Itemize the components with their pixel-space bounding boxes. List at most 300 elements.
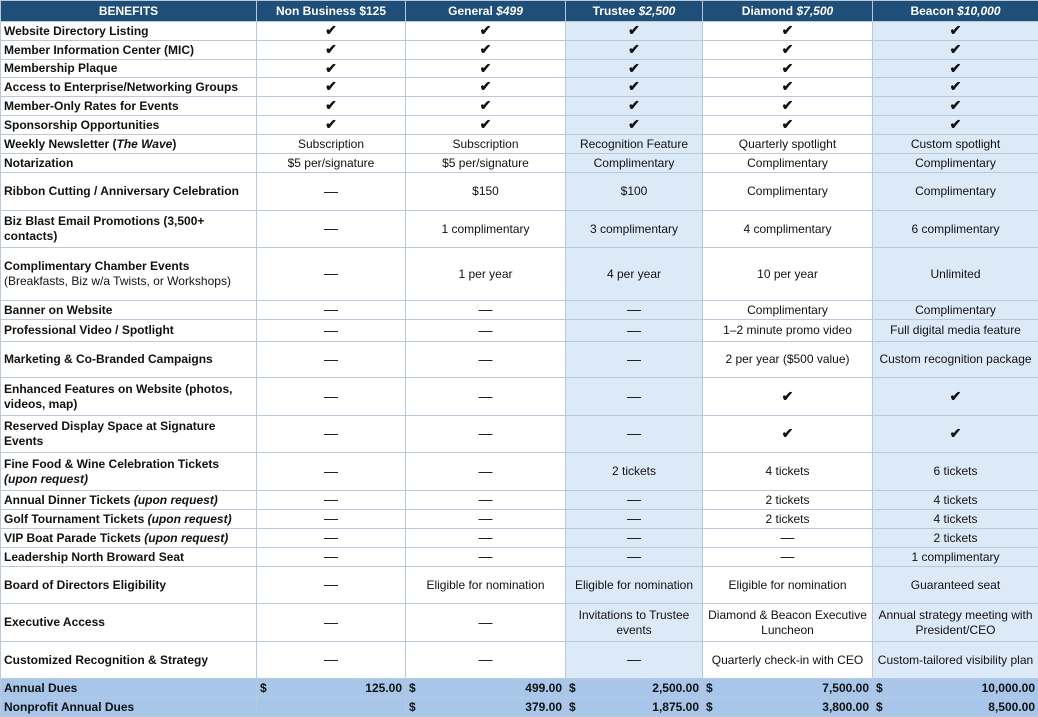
- not-included-dash: [406, 378, 566, 416]
- benefit-row: [1, 97, 1038, 116]
- checkmark-icon-glyph: ✔: [325, 41, 337, 57]
- dash-glyph: —: [627, 510, 641, 526]
- not-included-dash: [257, 173, 406, 211]
- tier-general-value: Subscription: [406, 135, 566, 154]
- dues-beacon: [873, 698, 1038, 717]
- benefit-label-emphasis: The Wave: [117, 137, 173, 151]
- currency-symbol: $: [569, 700, 576, 715]
- benefit-label: [1, 548, 257, 567]
- checkmark-icon: [257, 22, 406, 41]
- benefit-label: [1, 642, 257, 679]
- dash-glyph: —: [324, 491, 338, 507]
- not-included-dash: [406, 320, 566, 342]
- tier-beacon-value: 6 complimentary: [873, 211, 1038, 248]
- tier-trustee-value: Complimentary: [566, 154, 703, 173]
- checkmark-icon-glyph: ✔: [950, 60, 962, 76]
- dash-glyph: —: [324, 529, 338, 545]
- benefit-label-text: Professional Video / Spotlight: [4, 323, 174, 337]
- benefit-label-emphasis: (upon request): [148, 512, 232, 526]
- tier-trustee-value: Eligible for nomination: [566, 567, 703, 604]
- benefit-row: [1, 211, 1038, 248]
- benefit-row: [1, 642, 1038, 679]
- dash-glyph: —: [324, 265, 338, 281]
- dues-diamond: [703, 698, 873, 717]
- benefit-label-text: Notarization: [4, 156, 73, 170]
- dash-glyph: —: [324, 548, 338, 564]
- not-included-dash: [703, 529, 873, 548]
- dash-glyph: —: [781, 529, 795, 545]
- not-included-dash: [257, 642, 406, 679]
- dash-glyph: —: [479, 301, 493, 317]
- checkmark-icon: [703, 378, 873, 416]
- not-included-dash: [566, 491, 703, 510]
- checkmark-icon: [406, 116, 566, 135]
- benefit-label: [1, 342, 257, 378]
- checkmark-icon-glyph: ✔: [325, 116, 337, 132]
- dash-glyph: —: [324, 351, 338, 367]
- dues-amount: 499.00: [525, 681, 562, 696]
- benefit-row: [1, 22, 1038, 41]
- dash-glyph: —: [627, 388, 641, 404]
- dues-non-business: [257, 679, 406, 698]
- not-included-dash: [257, 320, 406, 342]
- benefit-label-text: Ribbon Cutting / Anniversary Celebration: [4, 184, 239, 198]
- dues-trustee: [566, 698, 703, 717]
- benefit-label-emphasis: (upon request): [134, 493, 218, 507]
- benefit-label: [1, 41, 257, 60]
- benefit-label: [1, 453, 257, 491]
- not-included-dash: [566, 320, 703, 342]
- checkmark-icon-glyph: ✔: [628, 22, 640, 38]
- tier-beacon-value: 2 tickets: [873, 529, 1038, 548]
- currency-symbol: $: [409, 681, 416, 696]
- tier-diamond-value: Eligible for nomination: [703, 567, 873, 604]
- checkmark-icon: [566, 41, 703, 60]
- benefit-row: [1, 567, 1038, 604]
- benefit-label-text: Member Information Center (MIC): [4, 43, 194, 57]
- benefit-label: [1, 116, 257, 135]
- tier-beacon-value: 4 tickets: [873, 491, 1038, 510]
- benefit-row: [1, 453, 1038, 491]
- benefit-label-text: VIP Boat Parade Tickets: [4, 531, 144, 545]
- checkmark-icon-glyph: ✔: [480, 22, 492, 38]
- checkmark-icon: [703, 78, 873, 97]
- not-included-dash: [257, 604, 406, 642]
- benefit-label-text: Access to Enterprise/Networking Groups: [4, 80, 238, 94]
- dues-label: Annual Dues: [1, 679, 257, 698]
- checkmark-icon: [406, 60, 566, 78]
- checkmark-icon: [566, 60, 703, 78]
- benefit-row: [1, 510, 1038, 529]
- benefit-label: [1, 60, 257, 78]
- benefit-label: [1, 211, 257, 248]
- currency-symbol: $: [260, 681, 267, 696]
- not-included-dash: [406, 301, 566, 320]
- dash-glyph: —: [324, 425, 338, 441]
- checkmark-icon: [703, 97, 873, 116]
- checkmark-icon: [566, 78, 703, 97]
- dash-glyph: —: [479, 425, 493, 441]
- benefit-label: [1, 97, 257, 116]
- benefit-row: [1, 154, 1038, 173]
- checkmark-icon: [257, 116, 406, 135]
- dash-glyph: —: [324, 322, 338, 338]
- benefit-label: [1, 378, 257, 416]
- dash-glyph: —: [479, 463, 493, 479]
- not-included-dash: [257, 453, 406, 491]
- tier-trustee-value: Invitations to Trustee events: [566, 604, 703, 642]
- checkmark-icon-glyph: ✔: [782, 41, 794, 57]
- dues-amount: 125.00: [365, 681, 402, 696]
- benefit-label: [1, 510, 257, 529]
- benefit-label-text: Sponsorship Opportunities: [4, 118, 159, 132]
- checkmark-icon-glyph: ✔: [950, 41, 962, 57]
- dues-amount: 3,800.00: [822, 700, 869, 715]
- benefit-row: [1, 248, 1038, 301]
- dash-glyph: —: [627, 322, 641, 338]
- not-included-dash: [406, 529, 566, 548]
- tier-trustee-value: Recognition Feature: [566, 135, 703, 154]
- tier-header-non-business: Non Business $125: [257, 1, 406, 22]
- checkmark-icon-glyph: ✔: [950, 425, 962, 441]
- not-included-dash: [566, 642, 703, 679]
- benefit-row: [1, 301, 1038, 320]
- not-included-dash: [406, 416, 566, 453]
- not-included-dash: [406, 491, 566, 510]
- checkmark-icon: [873, 378, 1038, 416]
- dash-glyph: —: [324, 576, 338, 592]
- not-included-dash: [566, 510, 703, 529]
- benefit-label-text: Leadership North Broward Seat: [4, 550, 184, 564]
- tier-diamond-value: 2 tickets: [703, 510, 873, 529]
- tier-beacon-value: Complimentary: [873, 154, 1038, 173]
- dash-glyph: —: [479, 322, 493, 338]
- not-included-dash: [257, 491, 406, 510]
- checkmark-icon: [257, 41, 406, 60]
- not-included-dash: [566, 416, 703, 453]
- dash-glyph: —: [324, 183, 338, 199]
- checkmark-icon: [703, 116, 873, 135]
- tier-diamond-value: 1–2 minute promo video: [703, 320, 873, 342]
- benefit-label: [1, 78, 257, 97]
- checkmark-icon-glyph: ✔: [628, 60, 640, 76]
- not-included-dash: [257, 378, 406, 416]
- tier-diamond-value: Quarterly spotlight: [703, 135, 873, 154]
- tier-general-value: 1 complimentary: [406, 211, 566, 248]
- checkmark-icon-glyph: ✔: [782, 22, 794, 38]
- benefit-label-subtext: (Breakfasts, Biz w/a Twists, or Workshops): [4, 274, 231, 288]
- not-included-dash: [566, 378, 703, 416]
- tier-beacon-value: Custom spotlight: [873, 135, 1038, 154]
- benefit-row: [1, 41, 1038, 60]
- dash-glyph: —: [479, 351, 493, 367]
- checkmark-icon-glyph: ✔: [480, 116, 492, 132]
- tier-general-value: $150: [406, 173, 566, 211]
- dash-glyph: —: [324, 220, 338, 236]
- dues-label: Nonprofit Annual Dues: [1, 698, 257, 717]
- benefit-label: [1, 491, 257, 510]
- not-included-dash: [406, 453, 566, 491]
- checkmark-icon: [703, 41, 873, 60]
- benefit-label: [1, 301, 257, 320]
- benefit-row: [1, 529, 1038, 548]
- benefit-label-text: Weekly Newsletter (: [4, 137, 117, 151]
- checkmark-icon-glyph: ✔: [950, 22, 962, 38]
- benefit-label: [1, 173, 257, 211]
- dues-non-business: [257, 698, 406, 717]
- checkmark-icon: [873, 41, 1038, 60]
- checkmark-icon: [873, 97, 1038, 116]
- checkmark-icon-glyph: ✔: [480, 41, 492, 57]
- tier-header-beacon: Beacon $10,000: [873, 1, 1038, 22]
- benefit-row: [1, 320, 1038, 342]
- tier-beacon-value: Complimentary: [873, 301, 1038, 320]
- tier-diamond-value: Complimentary: [703, 154, 873, 173]
- not-included-dash: [257, 548, 406, 567]
- benefit-label: [1, 529, 257, 548]
- dues-row: [1, 679, 1038, 698]
- tier-trustee-value: 4 per year: [566, 248, 703, 301]
- tier-non-business-value: Subscription: [257, 135, 406, 154]
- benefit-label: [1, 135, 257, 154]
- tier-header-trustee: Trustee $2,500: [566, 1, 703, 22]
- header-row: [1, 1, 1038, 22]
- benefit-row: [1, 604, 1038, 642]
- benefit-label: [1, 604, 257, 642]
- not-included-dash: [257, 416, 406, 453]
- dues-amount: 1,875.00: [652, 700, 699, 715]
- tier-diamond-value: Complimentary: [703, 301, 873, 320]
- dash-glyph: —: [627, 529, 641, 545]
- benefit-label-text: Member-Only Rates for Events: [4, 99, 179, 113]
- not-included-dash: [257, 248, 406, 301]
- checkmark-icon-glyph: ✔: [325, 78, 337, 94]
- tier-diamond-value: 4 tickets: [703, 453, 873, 491]
- checkmark-icon-glyph: ✔: [782, 60, 794, 76]
- tier-trustee-value: 3 complimentary: [566, 211, 703, 248]
- dash-glyph: —: [479, 548, 493, 564]
- dues-general: [406, 698, 566, 717]
- tier-general-value: 1 per year: [406, 248, 566, 301]
- checkmark-icon-glyph: ✔: [628, 97, 640, 113]
- checkmark-icon: [703, 416, 873, 453]
- dash-glyph: —: [627, 491, 641, 507]
- dues-trustee: [566, 679, 703, 698]
- dash-glyph: —: [627, 425, 641, 441]
- benefit-label: [1, 248, 257, 301]
- checkmark-icon-glyph: ✔: [480, 97, 492, 113]
- dues-beacon: [873, 679, 1038, 698]
- dash-glyph: —: [479, 510, 493, 526]
- checkmark-icon: [406, 22, 566, 41]
- tier-trustee-value: $100: [566, 173, 703, 211]
- not-included-dash: [566, 301, 703, 320]
- dash-glyph: —: [324, 301, 338, 317]
- dash-glyph: —: [324, 614, 338, 630]
- checkmark-icon: [873, 116, 1038, 135]
- checkmark-icon: [257, 78, 406, 97]
- benefit-label: [1, 320, 257, 342]
- tier-diamond-value: 4 complimentary: [703, 211, 873, 248]
- benefit-label: [1, 416, 257, 453]
- dash-glyph: —: [627, 351, 641, 367]
- not-included-dash: [406, 510, 566, 529]
- checkmark-icon: [873, 416, 1038, 453]
- benefit-label-text: Membership Plaque: [4, 61, 117, 75]
- benefit-label: [1, 154, 257, 173]
- checkmark-icon: [703, 22, 873, 41]
- checkmark-icon: [873, 78, 1038, 97]
- checkmark-icon-glyph: ✔: [782, 388, 794, 404]
- tier-header-general: General $499: [406, 1, 566, 22]
- checkmark-icon: [257, 97, 406, 116]
- dash-glyph: —: [479, 651, 493, 667]
- checkmark-icon-glyph: ✔: [950, 116, 962, 132]
- checkmark-icon: [703, 60, 873, 78]
- tier-diamond-value: 10 per year: [703, 248, 873, 301]
- benefit-row: [1, 173, 1038, 211]
- benefit-label-text: Biz Blast Email Promotions (3,500+ contacts): [4, 214, 204, 243]
- tier-trustee-value: 2 tickets: [566, 453, 703, 491]
- checkmark-icon-glyph: ✔: [628, 41, 640, 57]
- dues-general: [406, 679, 566, 698]
- dues-amount: 8,500.00: [988, 700, 1035, 715]
- dash-glyph: —: [479, 491, 493, 507]
- tier-beacon-value: Full digital media feature: [873, 320, 1038, 342]
- checkmark-icon: [873, 60, 1038, 78]
- benefit-label-text: Golf Tournament Tickets: [4, 512, 148, 526]
- benefit-row: [1, 491, 1038, 510]
- dash-glyph: —: [324, 388, 338, 404]
- checkmark-icon-glyph: ✔: [782, 97, 794, 113]
- not-included-dash: [566, 342, 703, 378]
- tier-beacon-value: Guaranteed seat: [873, 567, 1038, 604]
- tier-beacon-value: 4 tickets: [873, 510, 1038, 529]
- benefit-row: [1, 78, 1038, 97]
- benefit-label: [1, 567, 257, 604]
- checkmark-icon-glyph: ✔: [950, 388, 962, 404]
- not-included-dash: [257, 510, 406, 529]
- tier-general-value: Eligible for nomination: [406, 567, 566, 604]
- tier-diamond-value: 2 per year ($500 value): [703, 342, 873, 378]
- benefit-row: [1, 342, 1038, 378]
- checkmark-icon: [406, 41, 566, 60]
- dash-glyph: —: [627, 548, 641, 564]
- benefit-row: [1, 135, 1038, 154]
- benefit-label-text: Marketing & Co-Branded Campaigns: [4, 352, 213, 366]
- dash-glyph: —: [479, 614, 493, 630]
- dues-amount: 7,500.00: [822, 681, 869, 696]
- checkmark-icon-glyph: ✔: [782, 78, 794, 94]
- currency-symbol: $: [706, 681, 713, 696]
- tier-beacon-value: 6 tickets: [873, 453, 1038, 491]
- not-included-dash: [406, 642, 566, 679]
- benefit-label-text: Complimentary Chamber Events: [4, 259, 189, 273]
- benefits-header: BENEFITS: [1, 1, 257, 22]
- not-included-dash: [257, 342, 406, 378]
- not-included-dash: [406, 342, 566, 378]
- checkmark-icon: [873, 22, 1038, 41]
- checkmark-icon-glyph: ✔: [325, 60, 337, 76]
- not-included-dash: [406, 548, 566, 567]
- checkmark-icon-glyph: ✔: [325, 22, 337, 38]
- benefit-label-text: Reserved Display Space at Signature Events: [4, 419, 215, 448]
- checkmark-icon-glyph: ✔: [480, 78, 492, 94]
- checkmark-icon-glyph: ✔: [628, 116, 640, 132]
- not-included-dash: [566, 529, 703, 548]
- benefit-label-text: Website Directory Listing: [4, 24, 148, 38]
- checkmark-icon-glyph: ✔: [782, 116, 794, 132]
- dash-glyph: —: [324, 463, 338, 479]
- tier-beacon-value: Custom-tailored visibility plan: [873, 642, 1038, 679]
- currency-symbol: $: [409, 700, 416, 715]
- tier-header-diamond: Diamond $7,500: [703, 1, 873, 22]
- dues-amount: 2,500.00: [652, 681, 699, 696]
- currency-symbol: $: [876, 700, 883, 715]
- tier-diamond-value: Complimentary: [703, 173, 873, 211]
- dash-glyph: —: [627, 301, 641, 317]
- benefit-label: [1, 22, 257, 41]
- benefit-row: [1, 378, 1038, 416]
- benefit-label-emphasis: (upon request): [4, 472, 88, 486]
- tier-general-value: $5 per/signature: [406, 154, 566, 173]
- checkmark-icon-glyph: ✔: [782, 425, 794, 441]
- checkmark-icon: [566, 22, 703, 41]
- tier-non-business-value: $5 per/signature: [257, 154, 406, 173]
- benefit-label-text: Enhanced Features on Website (photos, videos, map): [4, 382, 232, 411]
- checkmark-icon: [406, 97, 566, 116]
- benefit-label-text: Customized Recognition & Strategy: [4, 653, 208, 667]
- dues-amount: 379.00: [525, 700, 562, 715]
- checkmark-icon-glyph: ✔: [628, 78, 640, 94]
- checkmark-icon: [406, 78, 566, 97]
- dues-diamond: [703, 679, 873, 698]
- dash-glyph: —: [627, 651, 641, 667]
- checkmark-icon: [566, 97, 703, 116]
- benefit-label-text: Fine Food & Wine Celebration Tickets: [4, 457, 219, 471]
- not-included-dash: [257, 301, 406, 320]
- currency-symbol: $: [569, 681, 576, 696]
- tier-diamond-value: Diamond & Beacon Executive Luncheon: [703, 604, 873, 642]
- benefit-label-emphasis: (upon request): [144, 531, 228, 545]
- benefit-row: [1, 116, 1038, 135]
- benefit-label-text: Executive Access: [4, 615, 105, 629]
- tier-beacon-value: Unlimited: [873, 248, 1038, 301]
- checkmark-icon: [257, 60, 406, 78]
- not-included-dash: [257, 211, 406, 248]
- benefit-label-text: Banner on Website: [4, 303, 112, 317]
- not-included-dash: [566, 548, 703, 567]
- benefit-row: [1, 60, 1038, 78]
- checkmark-icon-glyph: ✔: [480, 60, 492, 76]
- tier-diamond-value: Quarterly check-in with CEO: [703, 642, 873, 679]
- benefit-row: [1, 548, 1038, 567]
- checkmark-icon-glyph: ✔: [325, 97, 337, 113]
- tier-beacon-value: Complimentary: [873, 173, 1038, 211]
- not-included-dash: [257, 567, 406, 604]
- tier-beacon-value: Annual strategy meeting with President/CEO: [873, 604, 1038, 642]
- not-included-dash: [406, 604, 566, 642]
- tier-beacon-value: Custom recognition package: [873, 342, 1038, 378]
- checkmark-icon: [566, 116, 703, 135]
- tier-diamond-value: 2 tickets: [703, 491, 873, 510]
- dash-glyph: —: [479, 529, 493, 545]
- checkmark-icon-glyph: ✔: [950, 97, 962, 113]
- benefit-row: [1, 416, 1038, 453]
- currency-symbol: $: [706, 700, 713, 715]
- checkmark-icon-glyph: ✔: [950, 78, 962, 94]
- dash-glyph: —: [324, 510, 338, 526]
